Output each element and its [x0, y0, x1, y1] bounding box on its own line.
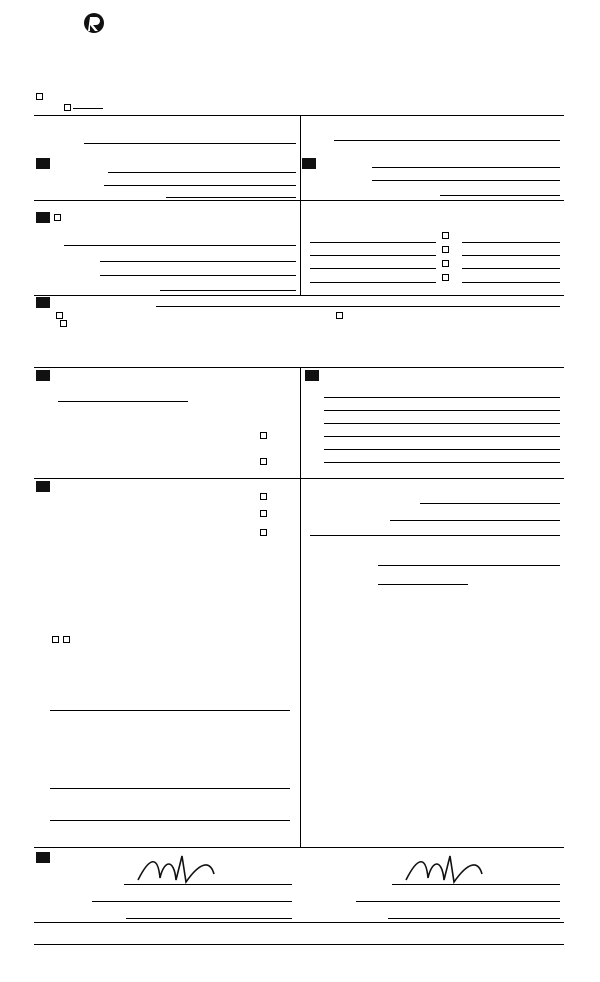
s6-q3-yes-checkbox[interactable] — [260, 529, 267, 536]
s6-q1-yes-checkbox[interactable] — [260, 493, 267, 500]
continuance-row — [50, 636, 72, 643]
partial-sale-checkbox[interactable] — [64, 104, 71, 111]
section-7-marker — [305, 370, 319, 381]
does-not-checkbox[interactable] — [63, 636, 70, 643]
multi-location-checkbox[interactable] — [36, 93, 43, 100]
section-4-marker — [36, 297, 50, 308]
section-5-marker — [36, 370, 50, 381]
partial-sale-percent-field[interactable] — [73, 108, 103, 109]
unincorporated-checkbox[interactable] — [56, 312, 63, 319]
city-of-checkbox[interactable] — [336, 312, 343, 319]
parcel-3-personal-checkbox[interactable] — [442, 260, 449, 267]
segregated-checkbox[interactable] — [60, 320, 67, 327]
same-as-buyer-checkbox[interactable] — [54, 214, 61, 221]
section-3-marker — [36, 212, 50, 223]
grantor-signature[interactable] — [130, 852, 250, 886]
parcel-1-personal-checkbox[interactable] — [442, 232, 449, 239]
partial-sale-row — [62, 102, 103, 111]
grantee-signature[interactable] — [398, 852, 518, 886]
section-6-marker — [36, 481, 50, 492]
location-row — [54, 310, 65, 319]
s5-q1-yes-checkbox[interactable] — [260, 432, 267, 439]
revenue-logo-icon — [83, 12, 105, 34]
does-checkbox[interactable] — [52, 636, 59, 643]
s6-q2-yes-checkbox[interactable] — [260, 510, 267, 517]
s5-q2-yes-checkbox[interactable] — [260, 458, 267, 465]
multi-location-row — [34, 93, 45, 100]
county-or-row — [334, 310, 345, 319]
section-2-marker — [302, 158, 316, 169]
section-1-marker — [36, 158, 50, 169]
parcel-2-personal-checkbox[interactable] — [442, 246, 449, 253]
segregated-row — [58, 320, 69, 327]
correspondence-row — [52, 213, 63, 221]
section-8-marker — [36, 852, 50, 863]
parcel-4-personal-checkbox[interactable] — [442, 274, 449, 281]
